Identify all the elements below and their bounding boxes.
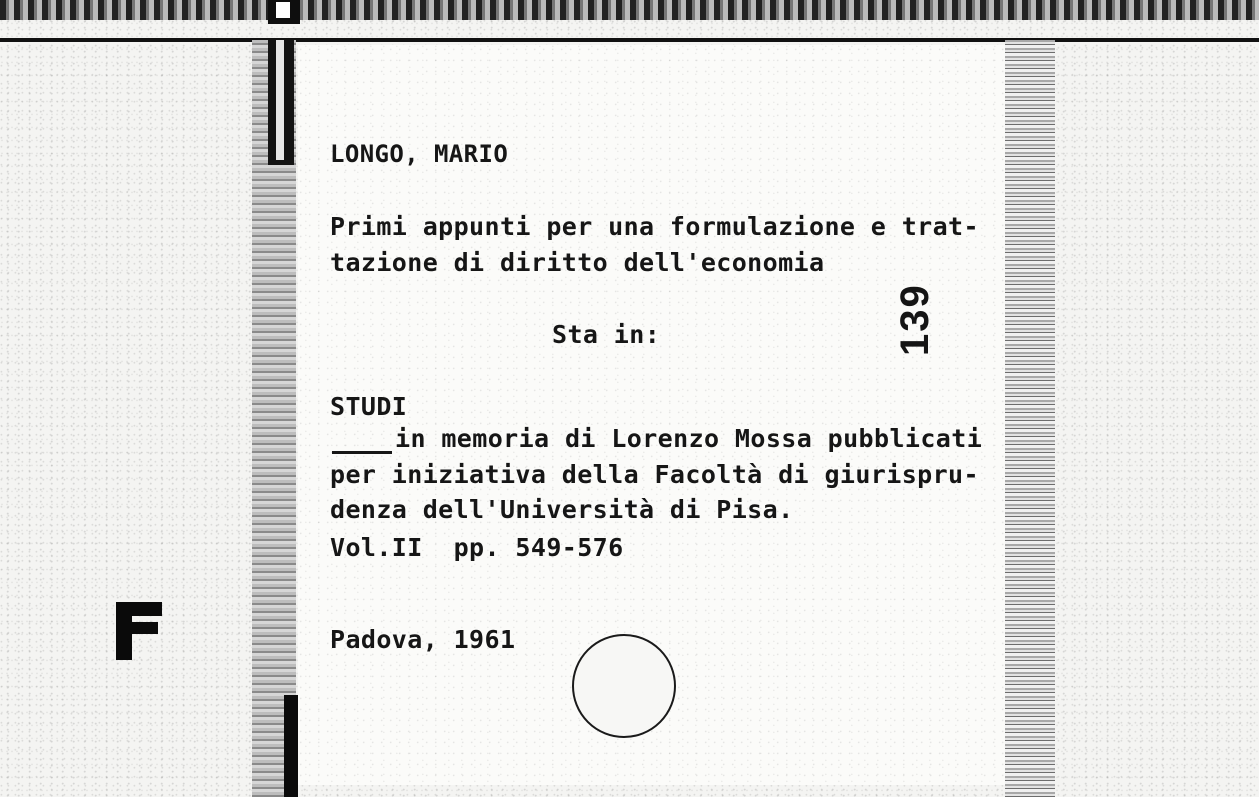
top-rule	[0, 38, 1259, 42]
binder-rod-bottom	[284, 695, 298, 797]
collection-line-2: per iniziativa della Facoltà di giurispru-	[330, 460, 979, 489]
collection-title: STUDI	[330, 392, 408, 421]
call-number: 139	[893, 283, 937, 356]
card-author: LONGO, MARIO	[330, 140, 509, 168]
top-scan-border	[0, 0, 1259, 20]
place-year: Padova, 1961	[330, 625, 516, 654]
card-title-line-1: Primi appunti per una formulazione e trat-	[330, 212, 979, 241]
card-right-edge	[1005, 40, 1055, 797]
card-in-label: Sta in:	[552, 320, 661, 349]
punch-hole	[572, 634, 676, 738]
top-tab-mark	[268, 0, 300, 24]
card-title-line-2: tazione di diritto dell'economia	[330, 248, 825, 277]
collection-line-1: in memoria di Lorenzo Mossa pubblicati	[395, 424, 983, 453]
collection-line-3: denza dell'Università di Pisa.	[330, 495, 794, 524]
binder-rod-highlight	[276, 40, 284, 160]
repeat-title-underline	[332, 451, 392, 454]
f-letter-mark	[116, 602, 164, 660]
volume-pages: Vol.II pp. 549-576	[330, 533, 624, 562]
